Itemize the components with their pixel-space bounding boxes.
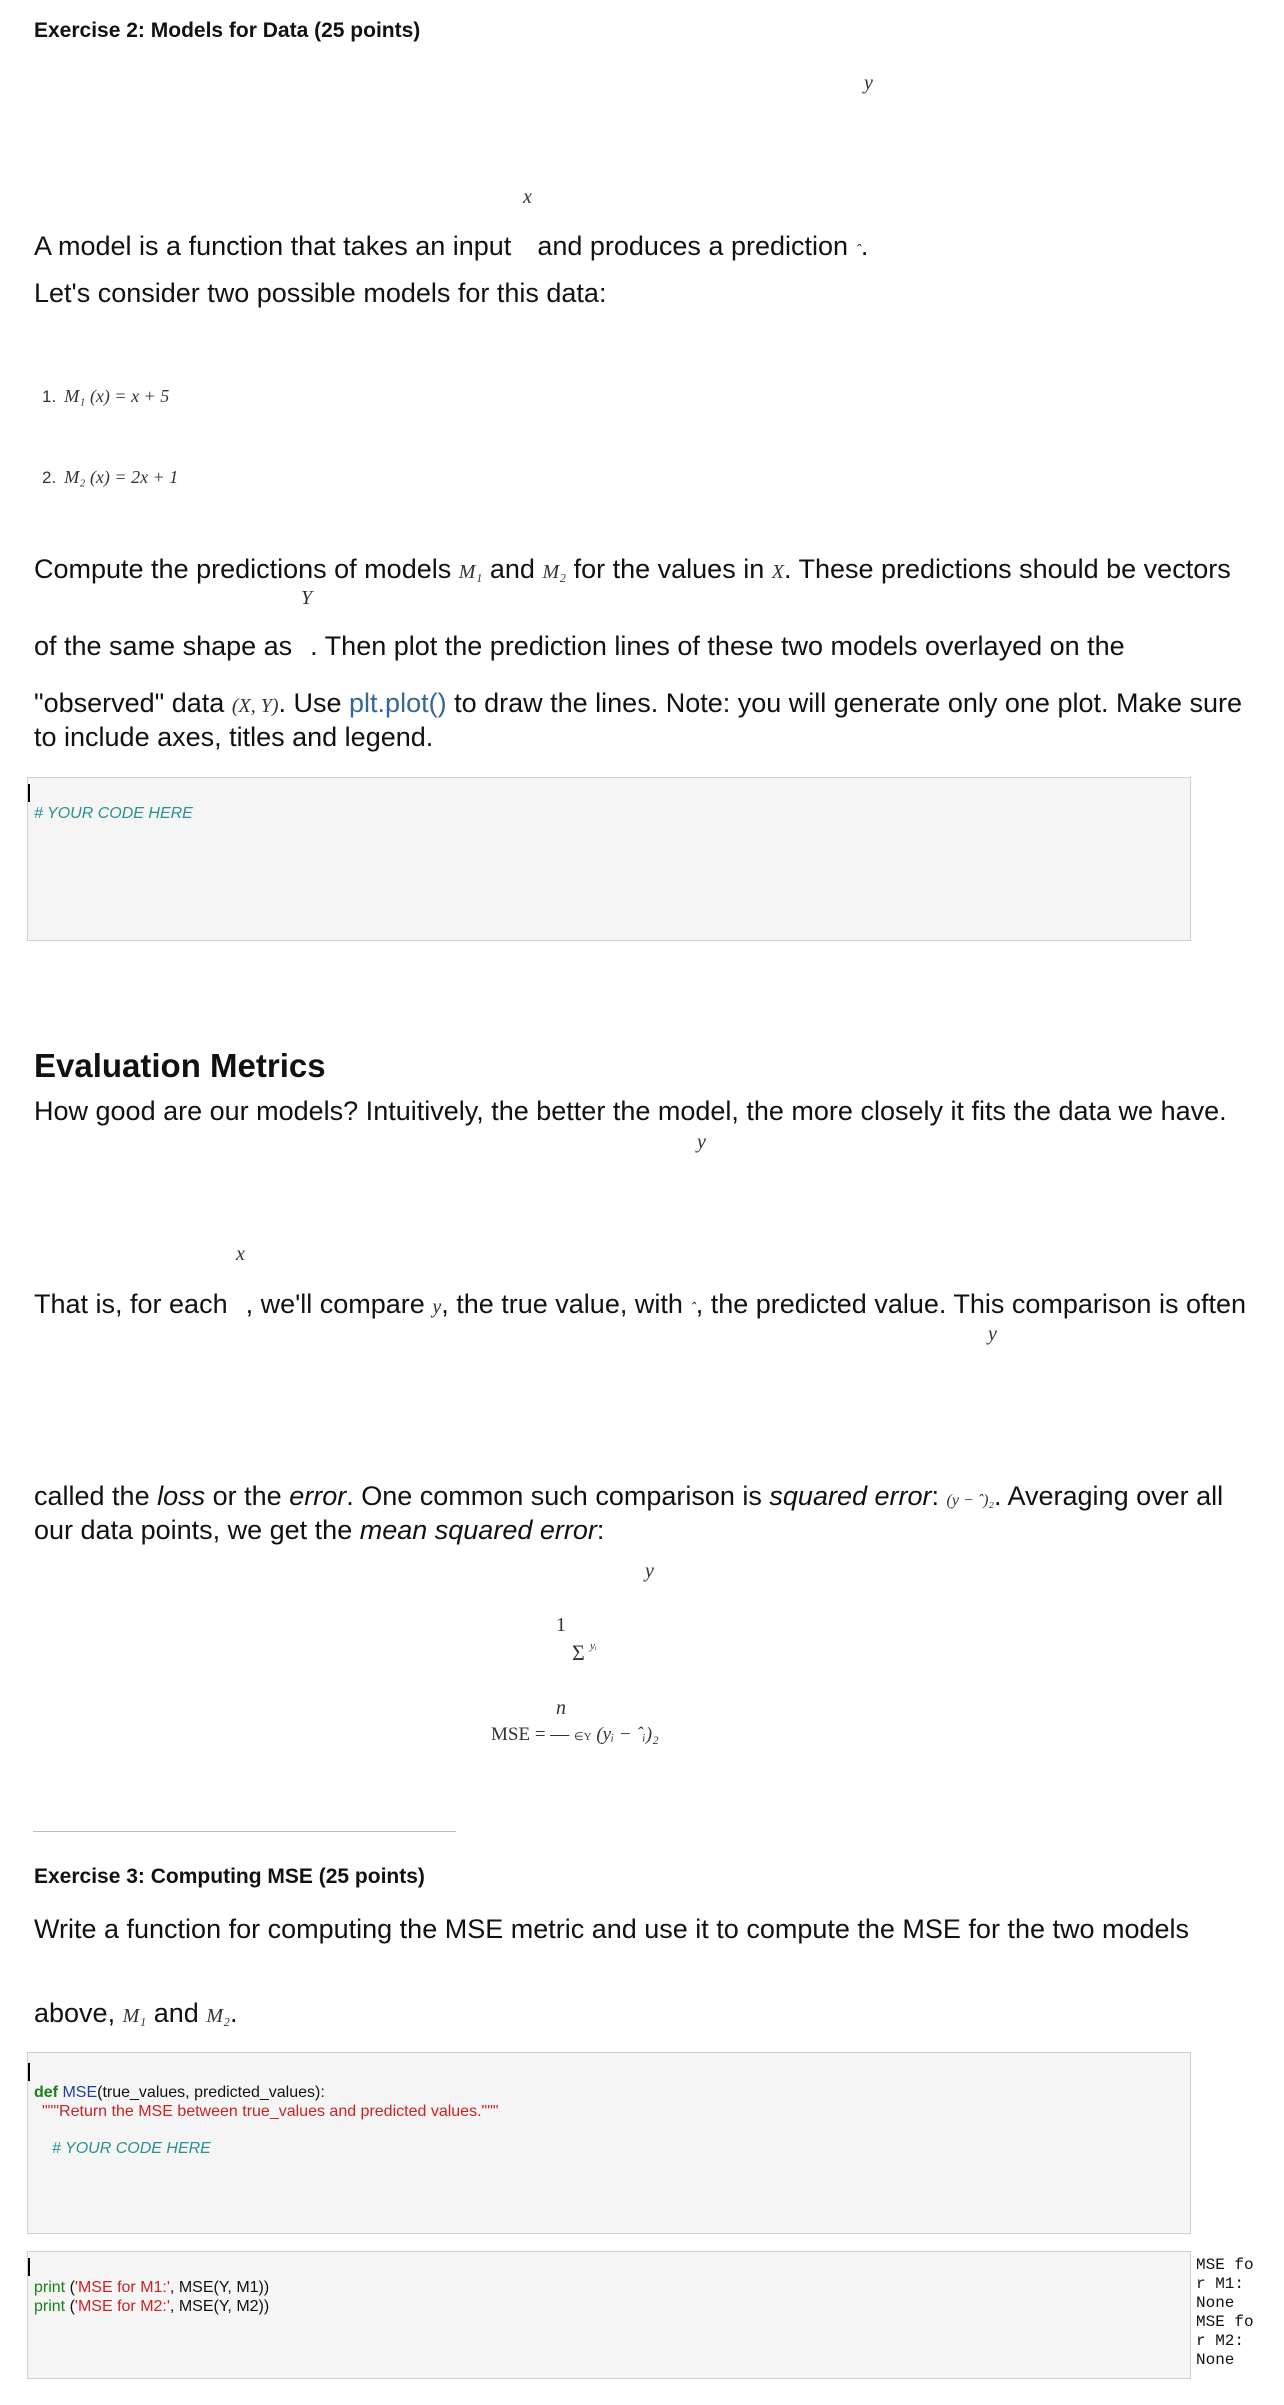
code-cell-print-mse[interactable] <box>27 2251 1191 2379</box>
math-x-symbol-2: x <box>236 1243 245 1265</box>
models-intro-text: Let's consider two possible models for this data: <box>34 278 607 308</box>
code-cell-mse-function[interactable] <box>27 2052 1191 2234</box>
math-x-symbol: x <box>523 186 532 208</box>
formula-sigma-superscript: yᵢ <box>590 1640 597 1652</box>
formula-mse: MSE = — ∈Y (yᵢ − ˆᵢ)₂ <box>491 1724 659 1745</box>
plt-plot-link[interactable]: plt.plot() <box>349 688 447 718</box>
loss-error-text: called the loss or the error. One common such comparison is squared error: (y − ˆ)₂. Averaging over all <box>34 1481 1224 1511</box>
same-shape-text: of the same shape as . Then plot the prediction lines of these two models overlayed on the <box>34 631 1125 661</box>
text-cursor <box>28 2258 30 2276</box>
model-1-item: 1. M₁ (x) = x + 5 <box>42 386 170 406</box>
math-Y-symbol: Y <box>301 587 313 609</box>
mean-squared-error-text: our data points, we get the mean squared error: <box>34 1515 605 1545</box>
observed-data-text-2: to include axes, titles and legend. <box>34 722 434 752</box>
text-cursor <box>28 2063 30 2081</box>
formula-sigma: Σ <box>572 1640 585 1665</box>
exercise-2-title: Exercise 2: Models for Data (25 points) <box>34 19 421 42</box>
exercise-3-text-2: above, M₁ and M₂. <box>34 1998 238 2028</box>
observed-data-text: "observed" data (X, Y). Use plt.plot() to draw the lines. Note: you will generate only one plot. Make sure <box>34 688 1243 718</box>
formula-numerator: 1 <box>556 1614 566 1636</box>
model-definition-text: A model is a function that takes an input and produces a prediction ˆ. <box>34 231 869 261</box>
text-cursor <box>28 784 30 802</box>
code-comment: # YOUR CODE HERE <box>34 805 193 822</box>
exercise-3-text: Write a function for computing the MSE metric and use it to compute the MSE for the two models <box>34 1914 1190 1944</box>
model-2-item: 2. M₂ (x) = 2x + 1 <box>42 467 179 487</box>
formula-denominator: n <box>556 1697 566 1719</box>
code-line-print-2: print ('MSE for M2:', MSE(Y, M2)) <box>34 2298 270 2315</box>
horizontal-rule <box>33 1831 456 1832</box>
code-cell-ex2[interactable] <box>27 777 1191 941</box>
compute-predictions-text: Compute the predictions of models M₁ and M₂ for the values in X. These predictions should be vectors <box>34 554 1231 584</box>
code-line-comment: # YOUR CODE HERE <box>52 2140 211 2157</box>
evaluation-intro-text: How good are our models? Intuitively, the better the model, the more closely it fits the data we have. <box>34 1096 1227 1126</box>
compare-text: That is, for each , we'll compare y, the true value, with ˆ, the predicted value. This comparison is often <box>34 1289 1246 1319</box>
exercise-3-title: Exercise 3: Computing MSE (25 points) <box>34 1865 425 1888</box>
cell-output: MSE fo r M1: None MSE fo r M2: None <box>1196 2256 1254 2369</box>
evaluation-metrics-heading: Evaluation Metrics <box>34 1047 326 1084</box>
math-y-symbol-2: y <box>697 1131 706 1153</box>
code-line-print-1: print ('MSE for M1:', MSE(Y, M1)) <box>34 2279 270 2296</box>
code-line-docstring: """Return the MSE between true_values and predicted values.""" <box>42 2103 499 2120</box>
code-line-def: def MSE(true_values, predicted_values): <box>34 2084 325 2101</box>
math-y-symbol: y <box>864 72 873 94</box>
formula-y: y <box>645 1560 654 1582</box>
math-y-symbol-3: y <box>988 1323 997 1345</box>
